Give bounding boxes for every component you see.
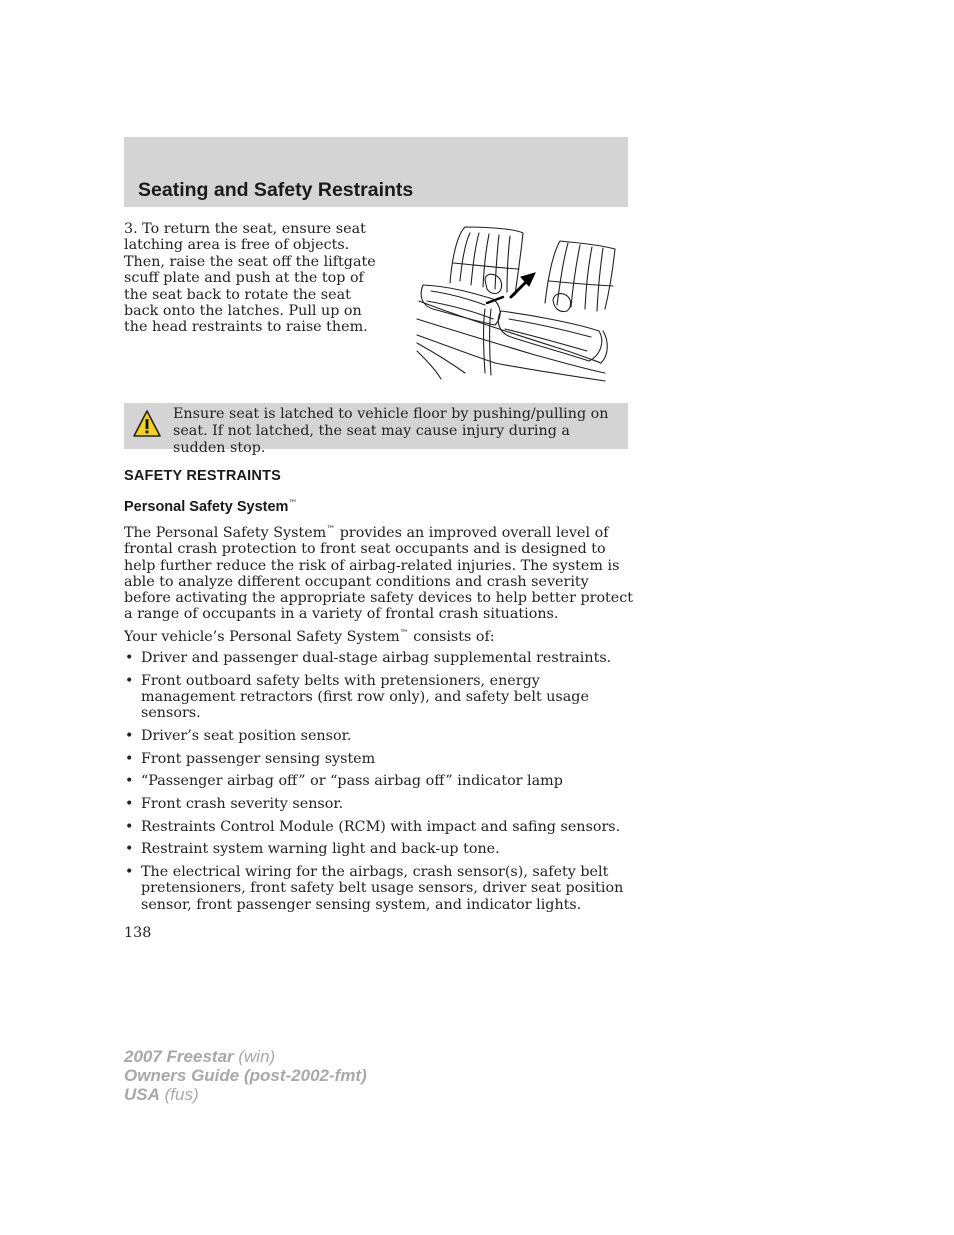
section-header-band	[124, 137, 628, 207]
list-item: • Front outboard safety belts with pretensioners, energy management retractors (first row only), and safety belt usage sensors.	[125, 672, 589, 722]
list-item: • Driver’s seat position sensor.	[125, 727, 352, 744]
page-number: 138	[124, 925, 152, 941]
warning-box	[124, 403, 628, 456]
warning-text: Ensure seat is latched to vehicle floor by pushing/pulling on seat. If not latched, the seat may cause injury during a sudden stop.	[173, 406, 609, 456]
step-3-text: 3. To return the seat, ensure seat latching area is free of objects. Then, raise the seat off the liftgate scuff plate and push at the top of the seat back to rotate the seat back onto the latches. Pull up on the head restraints to raise them.	[124, 221, 376, 336]
consists-paragraph: Your vehicle’s Personal Safety System™ consists of:	[124, 629, 495, 645]
list-item: • Front crash severity sensor.	[125, 796, 344, 813]
section-title: Seating and Safety Restraints	[138, 179, 414, 201]
seat-return-illustration	[415, 223, 620, 385]
list-item: • Driver and passenger dual-stage airbag supplemental restraints.	[125, 650, 612, 666]
list-item: • Restraints Control Module (RCM) with impact and safing sensors.	[125, 818, 621, 835]
list-item: • “Passenger airbag off” or “pass airbag off” indicator lamp	[125, 773, 563, 790]
components-list	[124, 650, 634, 919]
list-item: • The electrical wiring for the airbags, crash sensor(s), safety belt pretensioners, front safety belt usage sensors, driver seat position sensor, front passenger sensing system, and indicator lights.	[125, 864, 624, 913]
intro-paragraph: The Personal Safety System™ provides an improved overall level of frontal crash protection to front seat occupants and is designed to help further reduce the risk of airbag-related injuries. The system is able to analyze different occupant conditions and crash severity before activating the appropriate safety devices to help better protect a range of occupants in a variety of frontal crash situations.	[124, 525, 634, 623]
warning-triangle-icon	[132, 409, 162, 439]
personal-safety-system-heading: Personal Safety System™	[124, 499, 298, 515]
safety-restraints-heading: SAFETY RESTRAINTS	[124, 468, 282, 484]
list-item: • Restraint system warning light and back-up tone.	[125, 841, 500, 858]
document-footer: 2007 Freestar (win) Owners Guide (post-2002-fmt) USA (fus)	[124, 1047, 367, 1104]
trademark-symbol: ™	[288, 499, 298, 509]
list-item: • Front passenger sensing system	[125, 750, 376, 767]
